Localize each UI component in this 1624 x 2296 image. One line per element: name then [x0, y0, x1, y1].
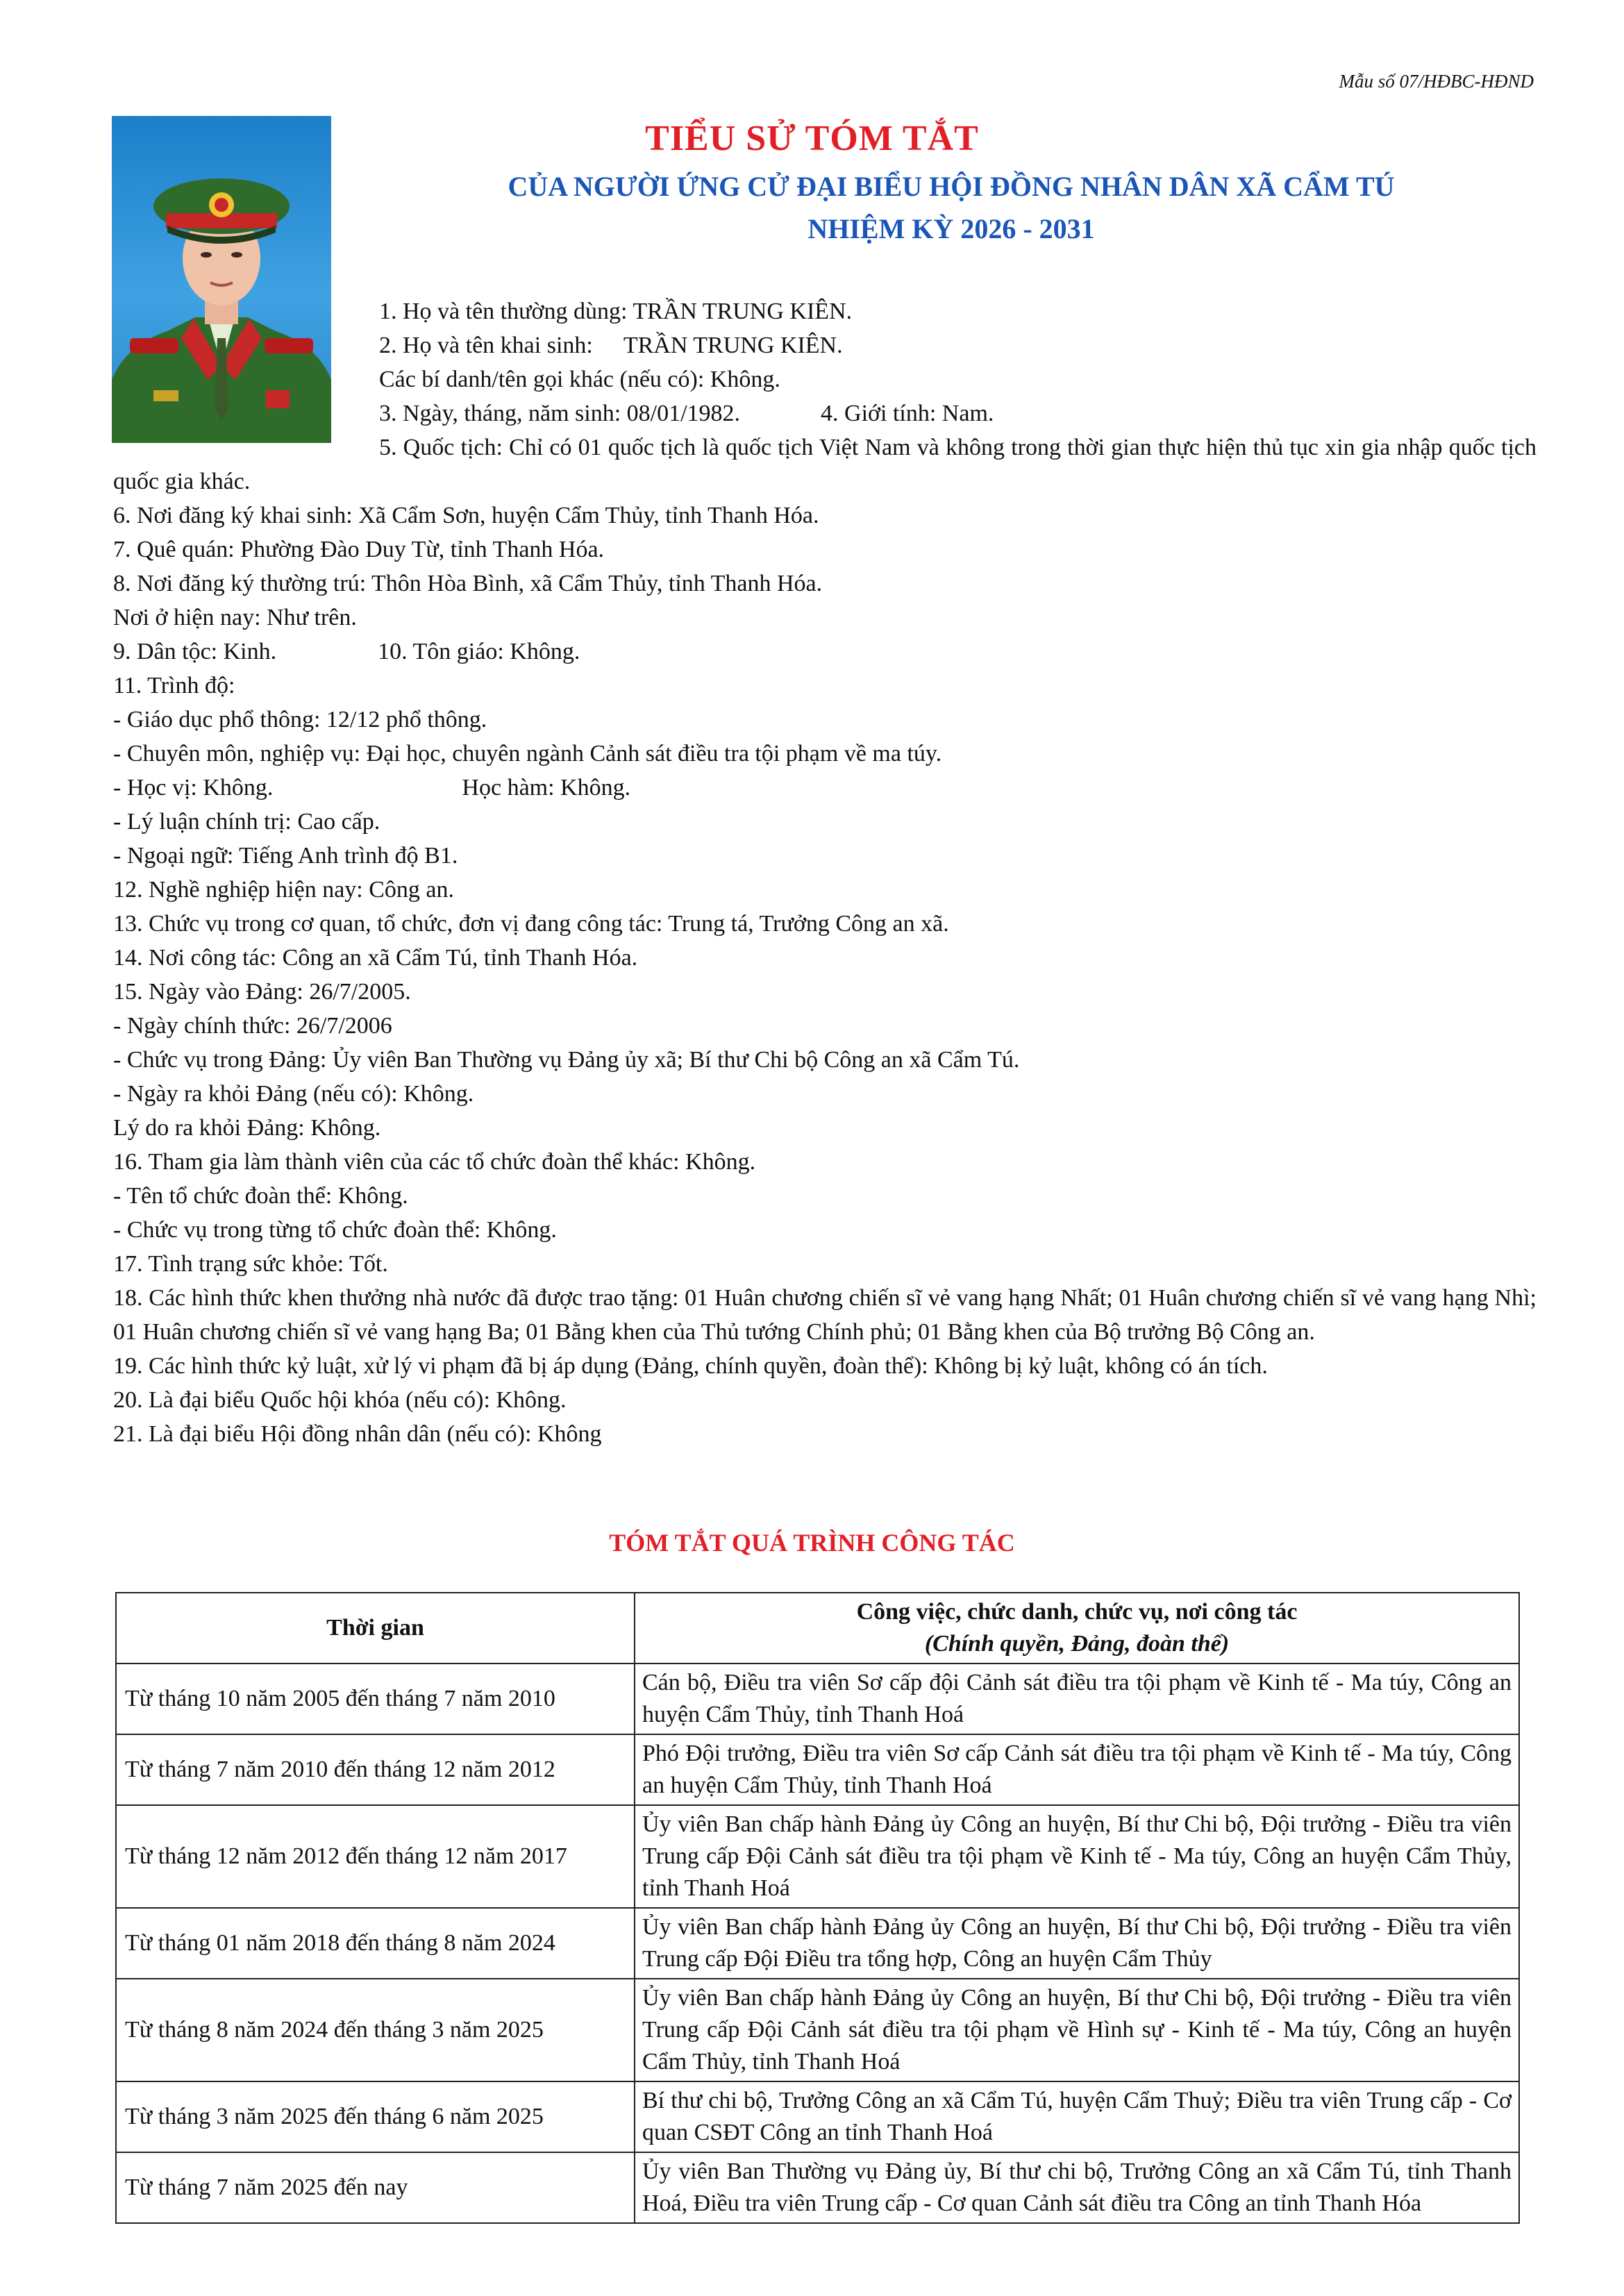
- ethnicity-text: 9. Dân tộc: Kinh.: [113, 639, 277, 664]
- education-heading: 11. Trình độ:: [113, 673, 235, 698]
- work-history-table: [115, 1592, 1520, 2224]
- work-history-title: TÓM TẮT QUÁ TRÌNH CÔNG TÁC: [609, 1529, 1015, 1557]
- description-cell: Ủy viên Ban chấp hành Đảng ủy Công an huyện, Bí thư Chi bộ, Đội trưởng - Điều tra viên Trung cấp Đội Cảnh sát điều tra tội phạm về Hình sự - Kinh tế - Ma túy, Công an huyện Cẩm Thủy, tỉnh Thanh Hoá: [635, 1979, 1519, 2081]
- nationality-line: 5. Quốc tịch: Chỉ có 01 quốc tịch là quốc tịch Việt Nam và không trong thời gian thực hiện thủ tục xin gia nhập quốc tịch quốc gia khác.: [113, 435, 1537, 494]
- position-line: 13. Chức vụ trong cơ quan, tổ chức, đơn vị đang công tác: Trung tá, Trưởng Công an xã.: [113, 911, 949, 937]
- period-cell: Từ tháng 8 năm 2024 đến tháng 3 năm 2025: [116, 1979, 635, 2081]
- document-subtitle-line2: NHIỆM KỲ 2026 - 2031: [807, 213, 1095, 244]
- political-theory-line: - Lý luận chính trị: Cao cấp.: [113, 809, 380, 835]
- gender-text: 4. Giới tính: Nam.: [821, 401, 994, 426]
- description-cell: Cán bộ, Điều tra viên Sơ cấp đội Cảnh sát điều tra tội phạm về Kinh tế - Ma túy, Công an huyện Cẩm Thủy, tỉnh Thanh Hoá: [635, 1664, 1519, 1734]
- table-row: [116, 1664, 1519, 1734]
- ethnicity-religion-line: [113, 635, 1537, 669]
- current-residence-line: Nơi ở hiện nay: Như trên.: [113, 605, 357, 630]
- period-cell: Từ tháng 7 năm 2010 đến tháng 12 năm 2012: [116, 1734, 635, 1805]
- dob-gender-line: [113, 396, 1537, 430]
- column-header-time: Thời gian: [116, 1593, 635, 1664]
- organization-position-line: - Chức vụ trong từng tổ chức đoàn thể: Không.: [113, 1217, 557, 1243]
- birth-registration-line: 6. Nơi đăng ký khai sinh: Xã Cẩm Sơn, huyện Cẩm Thủy, tỉnh Thanh Hóa.: [113, 503, 819, 528]
- common-name-line: 1. Họ và tên thường dùng: TRẦN TRUNG KIÊN.: [379, 299, 853, 324]
- period-cell: Từ tháng 10 năm 2005 đến tháng 7 năm 2010: [116, 1664, 635, 1734]
- column-header-description-line1: Công việc, chức danh, chức vụ, nơi công tác: [856, 1599, 1298, 1625]
- period-cell: Từ tháng 3 năm 2025 đến tháng 6 năm 2025: [116, 2081, 635, 2152]
- description-cell: Ủy viên Ban chấp hành Đảng ủy Công an huyện, Bí thư Chi bộ, Đội trưởng - Điều tra viên Trung cấp Đội Cảnh sát điều tra tội phạm về Kinh tế - Ma túy, Công an huyện Cẩm Thủy, tỉnh Thanh Hoá: [635, 1805, 1519, 1908]
- table-row: [116, 1805, 1519, 1908]
- birth-name-value: TRẦN TRUNG KIÊN.: [623, 333, 843, 358]
- religion-text: 10. Tôn giáo: Không.: [378, 639, 580, 664]
- foreign-language-line: - Ngoại ngữ: Tiếng Anh trình độ B1.: [113, 843, 458, 869]
- table-header-row: [116, 1593, 1519, 1664]
- degree-title-line: [113, 771, 1537, 805]
- description-cell: Ủy viên Ban Thường vụ Đảng ủy, Bí thư chi bộ, Trưởng Công an xã Cẩm Tú, tỉnh Thanh Hoá, Điều tra viên Trung cấp - Cơ quan Cảnh sát điều tra Công an tỉnh Thanh Hóa: [635, 2152, 1519, 2223]
- discipline-line: 19. Các hình thức kỷ luật, xử lý vi phạm đã bị áp dụng (Đảng, chính quyền, đoàn thể): Không bị kỷ luật, không có án tích.: [113, 1353, 1268, 1379]
- document-subtitle-line1: CỦA NGƯỜI ỨNG CỬ ĐẠI BIỂU HỘI ĐỒNG NHÂN DÂN XÃ CẨM TÚ: [508, 171, 1395, 202]
- party-join-line: 15. Ngày vào Đảng: 26/7/2005.: [113, 979, 411, 1005]
- health-line: 17. Tình trạng sức khỏe: Tốt.: [113, 1251, 388, 1277]
- organization-name-line: - Tên tổ chức đoàn thể: Không.: [113, 1183, 408, 1209]
- form-number: Mẫu số 07/HĐBC-HĐND: [1339, 71, 1534, 92]
- dob-text: 3. Ngày, tháng, năm sinh: 08/01/1982.: [379, 401, 741, 426]
- document-title: TIỂU SỬ TÓM TẮT: [645, 119, 979, 158]
- professional-line: - Chuyên môn, nghiệp vụ: Đại học, chuyên ngành Cảnh sát điều tra tội phạm về ma túy.: [113, 741, 942, 766]
- table-row: [116, 2081, 1519, 2152]
- description-cell: Ủy viên Ban chấp hành Đảng ủy Công an huyện, Bí thư Chi bộ, Đội trưởng - Điều tra viên Trung cấp Đội Điều tra tổng hợp, Công an huyện Cẩm Thủy: [635, 1908, 1519, 1979]
- column-header-description-line2: (Chính quyền, Đảng, đoàn thể): [924, 1631, 1230, 1657]
- description-cell: Phó Đội trưởng, Điều tra viên Sơ cấp Cảnh sát điều tra tội phạm về Kinh tế - Ma túy, Công an huyện Cẩm Thủy, tỉnh Thanh Hoá: [635, 1734, 1519, 1805]
- birth-name-line: [113, 328, 1537, 362]
- table-row: [116, 1734, 1519, 1805]
- hometown-line: 7. Quê quán: Phường Đào Duy Từ, tỉnh Thanh Hóa.: [113, 537, 605, 562]
- party-official-line: - Ngày chính thức: 26/7/2006: [113, 1013, 392, 1039]
- party-position-line: - Chức vụ trong Đảng: Ủy viên Ban Thường vụ Đảng ủy xã; Bí thư Chi bộ Công an xã Cẩm Tú.: [113, 1047, 1020, 1073]
- organizations-line: 16. Tham gia làm thành viên của các tổ chức đoàn thể khác: Không.: [113, 1149, 756, 1175]
- peoples-council-line: 21. Là đại biểu Hội đồng nhân dân (nếu có): Không: [113, 1421, 602, 1447]
- permanent-residence-line: 8. Nơi đăng ký thường trú: Thôn Hòa Bình, xã Cẩm Thủy, tỉnh Thanh Hóa.: [113, 571, 823, 596]
- column-header-description: [635, 1593, 1519, 1664]
- occupation-line: 12. Nghề nghiệp hiện nay: Công an.: [113, 877, 455, 903]
- table-row: [116, 2152, 1519, 2223]
- party-leave-line: - Ngày ra khỏi Đảng (nếu có): Không.: [113, 1081, 474, 1107]
- awards-line: 18. Các hình thức khen thưởng nhà nước đã được trao tặng: 01 Huân chương chiến sĩ vẻ vang hạng Nhất; 01 Huân chương chiến sĩ vẻ vang hạng Nhì; 01 Huân chương chiến sĩ vẻ vang hạng Ba; 01 Bằng khen của Thủ tướng Chính phủ; 01 Bằng khen của Bộ trưởng Bộ Công an.: [113, 1285, 1537, 1345]
- period-cell: Từ tháng 01 năm 2018 đến tháng 8 năm 2024: [116, 1908, 635, 1979]
- party-leave-reason-line: Lý do ra khỏi Đảng: Không.: [113, 1115, 381, 1141]
- degree-text: - Học vị: Không.: [113, 775, 274, 801]
- alias-line: Các bí danh/tên gọi khác (nếu có): Không.: [379, 367, 780, 392]
- table-row: [116, 1979, 1519, 2081]
- academic-title-text: Học hàm: Không.: [462, 775, 631, 801]
- description-cell: Bí thư chi bộ, Trưởng Công an xã Cẩm Tú, huyện Cẩm Thuỷ; Điều tra viên Trung cấp - Cơ quan CSĐT Công an tỉnh Thanh Hoá: [635, 2081, 1519, 2152]
- workplace-line: 14. Nơi công tác: Công an xã Cẩm Tú, tỉnh Thanh Hóa.: [113, 945, 638, 971]
- period-cell: Từ tháng 7 năm 2025 đến nay: [116, 2152, 635, 2223]
- national-assembly-line: 20. Là đại biểu Quốc hội khóa (nếu có): Không.: [113, 1387, 567, 1413]
- table-row: [116, 1908, 1519, 1979]
- biography-section: [113, 294, 1537, 1451]
- birth-name-label: 2. Họ và tên khai sinh:: [379, 333, 593, 358]
- period-cell: Từ tháng 12 năm 2012 đến tháng 12 năm 2017: [116, 1805, 635, 1908]
- general-education-line: - Giáo dục phổ thông: 12/12 phổ thông.: [113, 707, 487, 732]
